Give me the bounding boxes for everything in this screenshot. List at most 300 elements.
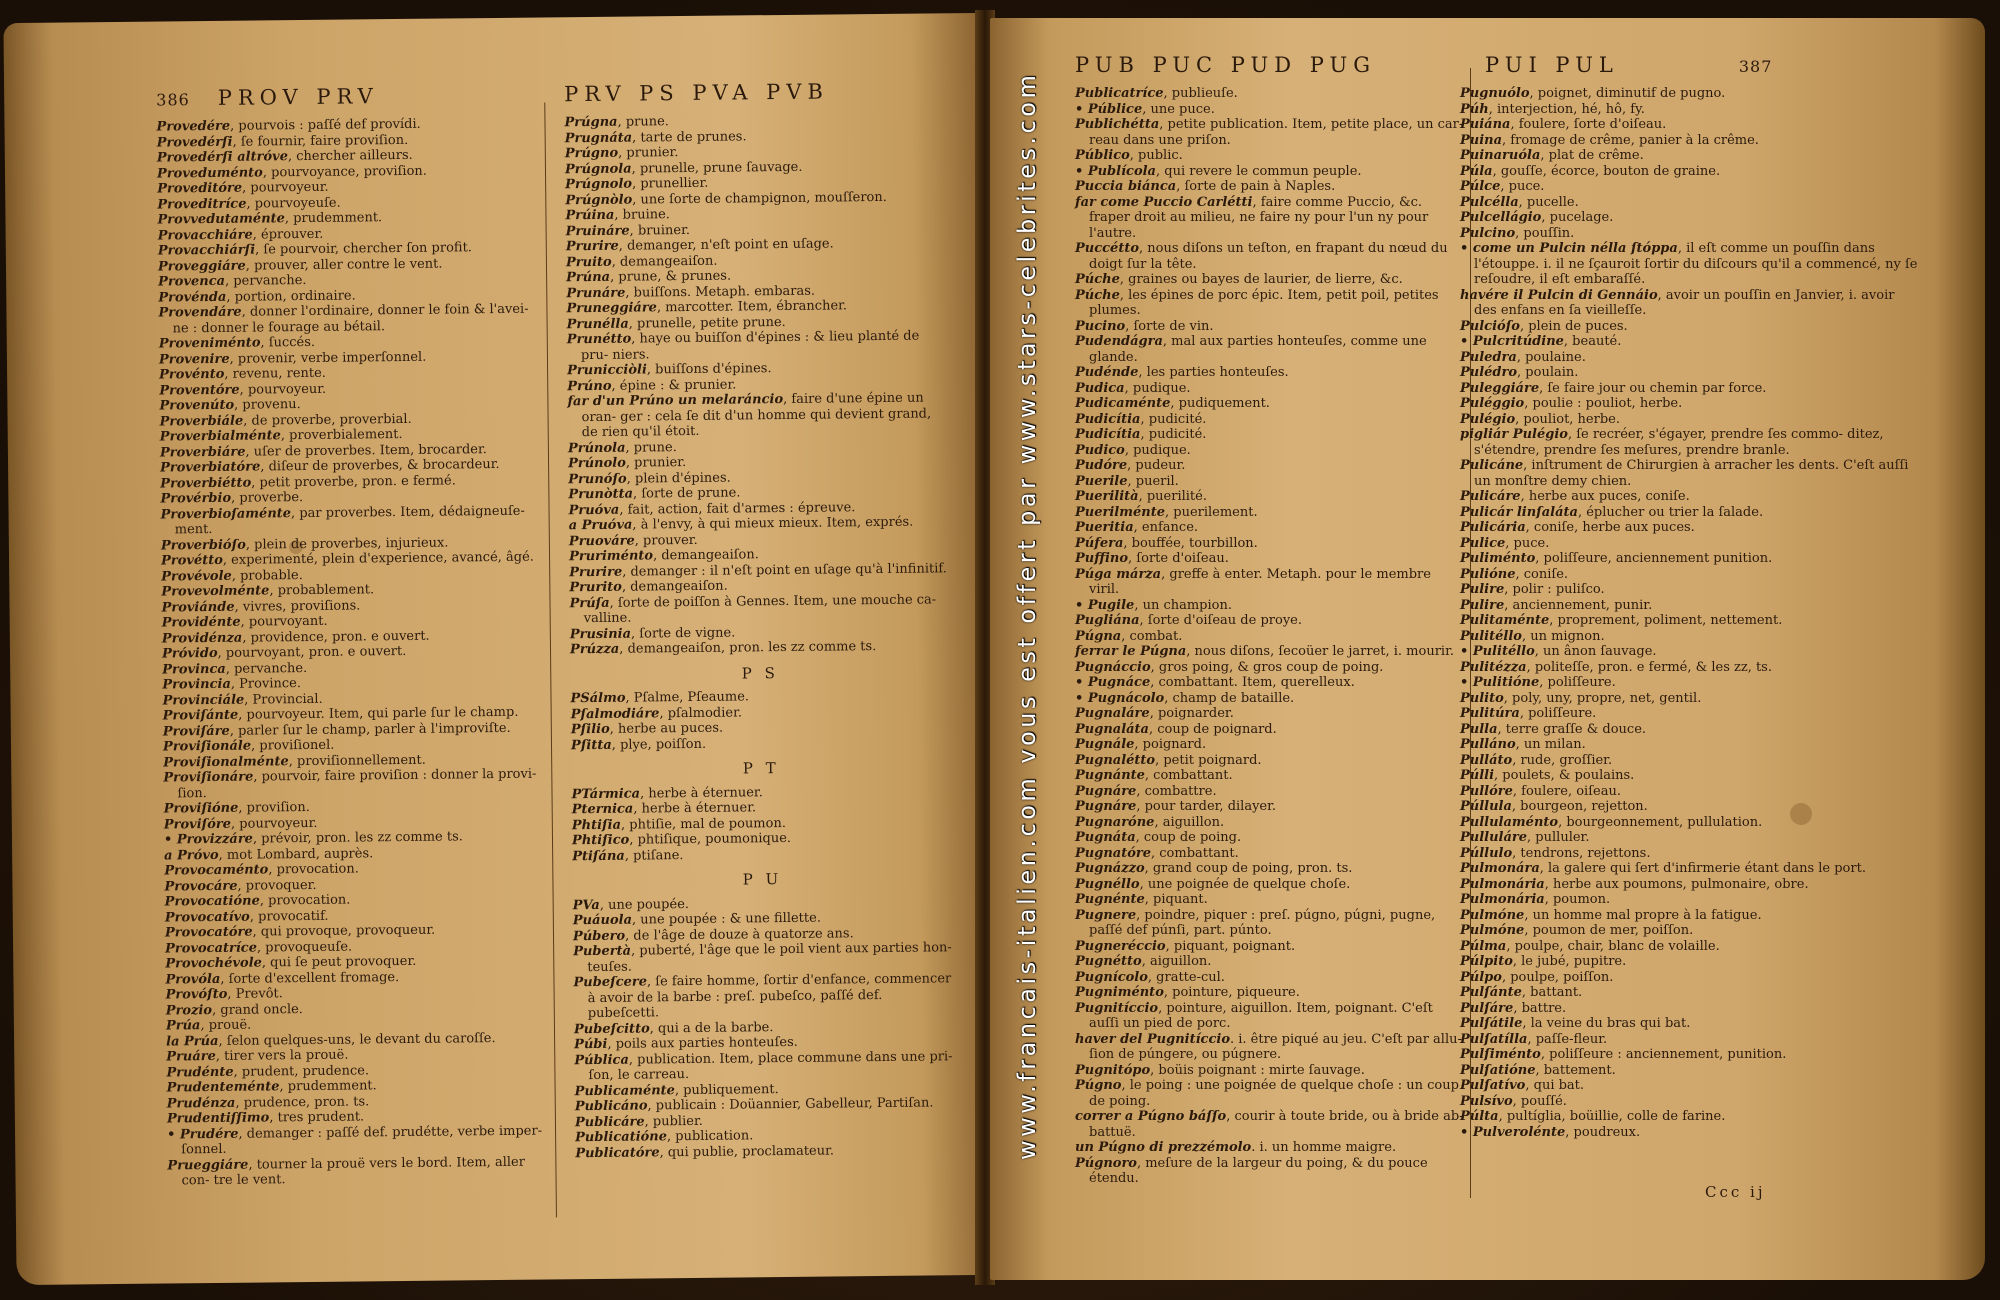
dictionary-entry bbox=[1460, 691, 1920, 707]
definition: , grand coup de poing, pron. ts. bbox=[1144, 861, 1353, 876]
headword: Prudénte bbox=[166, 1064, 234, 1080]
headword: Pugnitópo bbox=[1075, 1062, 1151, 1078]
definition: , plat de crême. bbox=[1540, 148, 1644, 163]
definition: , pſalmodier. bbox=[659, 704, 743, 721]
headword: Prunicciòli bbox=[567, 362, 647, 379]
dictionary-entry bbox=[1075, 908, 1465, 939]
definition: , pudiquement. bbox=[1170, 396, 1270, 411]
headword: Pudénde bbox=[1075, 365, 1139, 380]
headword: Pugneréccio bbox=[1075, 938, 1166, 954]
dictionary-entry bbox=[1075, 815, 1465, 831]
headword: Proviſionáre bbox=[163, 769, 254, 786]
headword: Pulióne bbox=[1460, 566, 1516, 582]
signature-mark: Ccc ij bbox=[1705, 1183, 1766, 1201]
headword: Púga márza bbox=[1075, 566, 1162, 582]
headword: Prúna bbox=[566, 269, 611, 286]
definition: , une poignée de quelque choſe. bbox=[1139, 876, 1351, 892]
headword: • Prudére bbox=[166, 1126, 239, 1142]
definition: , pulluler. bbox=[1527, 830, 1590, 845]
headword: Publicaménte bbox=[574, 1082, 676, 1099]
definition: , interjection, hé, hô, fy. bbox=[1488, 101, 1645, 117]
dictionary-entry bbox=[1460, 195, 1920, 211]
headword: Pulice bbox=[1460, 535, 1506, 551]
definition: , poliſſeure. bbox=[1519, 706, 1597, 721]
dictionary-entry bbox=[1075, 1140, 1465, 1156]
headword: Pugnáre bbox=[1075, 799, 1137, 814]
definition: , proprement, poliment, nettement. bbox=[1549, 613, 1783, 628]
dictionary-entry bbox=[1460, 226, 1920, 242]
definition: , rude, groſſier. bbox=[1512, 752, 1613, 768]
headword: Pulire bbox=[1460, 597, 1505, 613]
definition: , combattant. Item, querelleux. bbox=[1150, 675, 1355, 690]
definition: , tirer vers la prouë. bbox=[215, 1047, 349, 1064]
headword: Pudicaménte bbox=[1075, 396, 1171, 411]
definition: , publier. bbox=[644, 1113, 703, 1129]
definition: , aiguillon. bbox=[1154, 814, 1225, 830]
definition: , buiſſons d'épines. bbox=[646, 361, 772, 378]
headword: Pugnuólo bbox=[1460, 86, 1530, 101]
definition: , pointure, piqueure. bbox=[1163, 985, 1300, 1000]
definition: , pudique. bbox=[1124, 442, 1191, 458]
dictionary-entry bbox=[1460, 768, 1920, 784]
definition: , puce. bbox=[1500, 179, 1545, 194]
headword: Pudicítia bbox=[1075, 411, 1141, 427]
headword: Pugnalétto bbox=[1075, 752, 1156, 768]
definition: , piquant, poignant. bbox=[1165, 938, 1296, 954]
headword: Pugnánte bbox=[1075, 768, 1145, 783]
headword: Pulmonára bbox=[1460, 861, 1540, 876]
definition: , pouſſin. bbox=[1515, 225, 1575, 241]
definition: , ſe recréer, s'égayer, prendre ſes commo- ditez, s'étendre, prendre ſes meſures, prendre branle. bbox=[1474, 427, 1884, 458]
definition: , gouſſe, écorce, bouton de graine. bbox=[1492, 163, 1721, 179]
definition: , greffe à enter. Metaph. pour le membre viril. bbox=[1089, 566, 1431, 597]
headword: Pullulaménto bbox=[1460, 814, 1559, 830]
dictionary-entry bbox=[1460, 458, 1920, 489]
dictionary-entry bbox=[1075, 939, 1465, 955]
headword: Provedére bbox=[156, 118, 231, 135]
running-header: 386 PROV PRV bbox=[156, 84, 379, 110]
dictionary-entry bbox=[1075, 381, 1465, 397]
definition: , poulpe, chair, blanc de volaille. bbox=[1506, 938, 1720, 954]
headword: Proveniménto bbox=[158, 335, 261, 352]
definition: , provenir, verbe imperſonnel. bbox=[229, 349, 427, 367]
definition: , qui bat. bbox=[1525, 1078, 1585, 1093]
definition: , pudicité. bbox=[1140, 411, 1207, 427]
dictionary-entry bbox=[1460, 660, 1920, 676]
headword: Pulluláre bbox=[1460, 830, 1528, 845]
definition: , ſorte d'oiſeau de proye. bbox=[1139, 613, 1302, 628]
headword: • Publícola bbox=[1075, 163, 1156, 179]
headword: PVa bbox=[572, 897, 600, 913]
headword: • Públice bbox=[1075, 101, 1143, 117]
headword: Pulſáre bbox=[1460, 1000, 1514, 1016]
headword: • Pugnáce bbox=[1075, 675, 1151, 690]
definition: , meſure de la largeur du poing, & du pouce étendu. bbox=[1089, 1155, 1428, 1186]
definition: , herbe aux puces, coniſe. bbox=[1520, 489, 1690, 504]
dictionary-entry bbox=[1460, 1125, 1920, 1141]
definition: , combattant. bbox=[1144, 768, 1233, 783]
definition: , experimenté, plein d'experience, avancé, âgé. bbox=[222, 549, 534, 568]
definition: , pouſſé. bbox=[1512, 1093, 1567, 1109]
definition: , ptiſane. bbox=[624, 847, 684, 864]
definition: , beauté. bbox=[1563, 334, 1622, 349]
dictionary-entry bbox=[1075, 892, 1465, 908]
dictionary-entry bbox=[1460, 412, 1920, 428]
definition: , coup de poing. bbox=[1135, 830, 1242, 845]
definition: , proviſionel. bbox=[251, 737, 335, 754]
definition: , inſtrument de Chirurgien à arracher les dents. C'eſt auſſi un monſtre demy chien. bbox=[1474, 458, 1909, 489]
definition: , tres prudent. bbox=[269, 1109, 365, 1126]
dictionary-entry bbox=[1075, 288, 1465, 319]
definition: , provocation. bbox=[259, 892, 351, 909]
headword: Pulſatióne bbox=[1460, 1062, 1536, 1078]
headword: Pulicária bbox=[1460, 520, 1526, 535]
definition: , probable. bbox=[231, 567, 303, 584]
definition: , prune, & prunes. bbox=[609, 268, 732, 285]
definition: . i. être piqué au jeu. C'eſt par allu- ſion de púngere, ou púgnere. bbox=[1089, 1031, 1462, 1062]
definition: , pourvoyance, proviſion. bbox=[262, 163, 427, 180]
dictionary-entry bbox=[1460, 908, 1920, 924]
dictionary-entry bbox=[1460, 334, 1920, 350]
headword: Provedérſi bbox=[156, 134, 233, 151]
dictionary-entry bbox=[1460, 133, 1920, 149]
headword: Púllula bbox=[1460, 799, 1512, 814]
headword: Proverbióſo bbox=[160, 537, 246, 554]
entry-list bbox=[571, 783, 952, 864]
definition: , combattant. bbox=[1151, 845, 1239, 861]
definition: , chercher ailleurs. bbox=[287, 147, 413, 165]
headword: Prurire bbox=[565, 238, 619, 255]
headword: Proviſionalménte bbox=[163, 753, 289, 771]
definition: , aiguillon. bbox=[1141, 954, 1212, 969]
definition: , poignarder. bbox=[1149, 706, 1234, 721]
dictionary-entry bbox=[1075, 954, 1465, 970]
headword: Prunélla bbox=[566, 316, 629, 332]
definition: , une puce. bbox=[1142, 101, 1215, 117]
definition: , prudemment. bbox=[279, 1078, 377, 1095]
headword: • Pugile bbox=[1075, 597, 1135, 613]
dictionary-entry bbox=[1075, 195, 1465, 242]
headword: Puléggio bbox=[1460, 396, 1525, 411]
definition: , prouver, aller contre le vent. bbox=[245, 256, 443, 274]
headword: Pugnaláre bbox=[1075, 706, 1150, 721]
definition: , Prevôt. bbox=[227, 986, 283, 1002]
headword: Provocaménto bbox=[164, 862, 269, 879]
definition: , puberté, l'âge que le poil vient aux parties hon- teuſes. bbox=[587, 940, 952, 975]
headword: Pugliána bbox=[1075, 613, 1140, 628]
definition: , ſe faire jour ou chemin par force. bbox=[1539, 380, 1767, 396]
dictionary-entry bbox=[1075, 489, 1465, 505]
headword: Público bbox=[1075, 148, 1130, 163]
dictionary-entry bbox=[1075, 753, 1465, 769]
headword: Publicatióne bbox=[575, 1129, 668, 1146]
definition: , pultíglia, boüillie, colle de farine. bbox=[1498, 1109, 1726, 1124]
headword: Púlpo bbox=[1460, 969, 1502, 985]
dictionary-entry bbox=[1460, 551, 1920, 567]
headword: Proverbiále bbox=[159, 413, 244, 430]
definition: , combattre. bbox=[1136, 783, 1217, 799]
headword: Provacchiáre bbox=[157, 227, 253, 244]
definition: , Provincial. bbox=[244, 691, 323, 708]
definition: , anciennement, punir. bbox=[1504, 597, 1653, 613]
dictionary-entry bbox=[575, 1142, 955, 1161]
headword: Proviánde bbox=[161, 599, 235, 616]
headword: Pulito bbox=[1460, 690, 1504, 706]
dictionary-entry bbox=[1075, 830, 1465, 846]
definition: , demanger, n'eſt point en uſage. bbox=[618, 236, 834, 254]
dictionary-entry bbox=[572, 845, 952, 864]
dictionary-entry bbox=[1460, 365, 1920, 381]
headword: Pulicáne bbox=[1460, 458, 1524, 473]
definition: , revenu, rente. bbox=[224, 365, 326, 382]
definition: , prudent, prudence. bbox=[233, 1062, 370, 1080]
dictionary-entry bbox=[1460, 1109, 1920, 1125]
headword: Provacchiárſi bbox=[157, 242, 256, 259]
definition: , ſorte de vigne. bbox=[630, 625, 736, 642]
definition: , combat. bbox=[1121, 628, 1183, 644]
headword: Provévole bbox=[161, 568, 232, 585]
dictionary-entry bbox=[1460, 427, 1920, 458]
headword: a Pruóva bbox=[568, 517, 633, 534]
dictionary-entry bbox=[1460, 892, 1920, 908]
headword: ferrar le Púgna bbox=[1075, 644, 1187, 659]
definition: , uſer de proverbes. Item, brocarder. bbox=[245, 441, 487, 460]
headword: Prúa bbox=[165, 1018, 201, 1034]
headword: Púche bbox=[1075, 272, 1120, 287]
headword: Ptiſána bbox=[572, 848, 625, 864]
definition: , pourvoyeur. bbox=[239, 381, 327, 398]
definition: , coniſe. bbox=[1515, 566, 1569, 582]
definition: , pour tarder, dilayer. bbox=[1136, 799, 1277, 814]
headword: Proveduménto bbox=[156, 164, 263, 182]
headword: Puccétto bbox=[1075, 241, 1140, 256]
dictionary-entry bbox=[1460, 815, 1920, 831]
headword: Provocatríce bbox=[165, 940, 258, 956]
headword: Proveggiáre bbox=[157, 258, 246, 275]
headword: Pulcino bbox=[1460, 225, 1516, 241]
headword: Pudicítia bbox=[1075, 427, 1141, 442]
headword: Prúno bbox=[567, 378, 612, 394]
definition: , prouë. bbox=[200, 1017, 252, 1034]
definition: , prudemment. bbox=[284, 210, 383, 227]
definition: , publiquement. bbox=[674, 1081, 779, 1098]
headword: Prúgna bbox=[564, 114, 618, 131]
dictionary-entry bbox=[1075, 1032, 1465, 1063]
headword: Prunòtta bbox=[568, 486, 634, 503]
dictionary-entry bbox=[1460, 799, 1920, 815]
definition: , pudicité. bbox=[1140, 427, 1207, 442]
dictionary-entry bbox=[1460, 241, 1920, 288]
headword: Puerilità bbox=[1075, 489, 1139, 504]
definition: , phtiſique, poumonique. bbox=[629, 830, 792, 848]
entry-list bbox=[564, 111, 950, 657]
definition: , la veine du bras qui bat. bbox=[1522, 1016, 1691, 1031]
right-column-2 bbox=[1460, 53, 1920, 1140]
dictionary-entry bbox=[1075, 272, 1465, 288]
left-column-2 bbox=[564, 79, 955, 1161]
dictionary-entry bbox=[1460, 644, 1920, 660]
definition: , poudreux. bbox=[1565, 1124, 1641, 1140]
definition: , tarte de prunes. bbox=[632, 128, 747, 146]
right-column-1 bbox=[1075, 53, 1465, 1187]
definition: , prune. bbox=[625, 439, 677, 456]
definition: , ſelon quelques-uns, le devant du caroſſe. bbox=[218, 1030, 496, 1049]
headword: Pugnáta bbox=[1075, 830, 1136, 845]
dictionary-entry bbox=[1460, 164, 1920, 180]
definition: , marcotter. Item, ébrancher. bbox=[656, 298, 848, 316]
headword: Phtiſico bbox=[571, 832, 630, 849]
dictionary-entry bbox=[1075, 784, 1465, 800]
headword: Provóla bbox=[165, 971, 221, 987]
dictionary-entry bbox=[1460, 923, 1920, 939]
headword: Puledra bbox=[1460, 349, 1517, 365]
dictionary-entry bbox=[1075, 877, 1465, 893]
definition: , un ânon ſauvage. bbox=[1534, 644, 1657, 659]
headword: Providénte bbox=[161, 614, 241, 631]
dictionary-entry bbox=[167, 1123, 547, 1158]
dictionary-entry bbox=[1075, 706, 1465, 722]
dictionary-entry bbox=[1075, 598, 1465, 614]
definition: , pervanche. bbox=[224, 272, 307, 289]
headword: Proviſáre bbox=[162, 723, 230, 740]
headword: • Pulcritúdine bbox=[1460, 334, 1564, 349]
running-header: PUI PUL 387 bbox=[1485, 53, 1773, 77]
dictionary-entry bbox=[1075, 102, 1465, 118]
definition: , fromage de crême, panier à la crême. bbox=[1502, 132, 1759, 148]
headword: Prueggiáre bbox=[167, 1157, 249, 1173]
definition: , qui publie, proclamateur. bbox=[659, 1143, 835, 1160]
definition: , à l'envy, à qui mieux mieux. Item, exprés. bbox=[632, 514, 914, 533]
definition: , ſorte de prune. bbox=[632, 485, 741, 502]
dictionary-entry bbox=[1460, 489, 1920, 505]
definition: , champ de bataille. bbox=[1164, 690, 1295, 706]
definition: , publicain : Doüannier, Gabelleur, Partiſan. bbox=[647, 1095, 934, 1114]
dictionary-entry bbox=[1460, 582, 1920, 598]
headword: Pternica bbox=[571, 801, 634, 818]
dictionary-entry bbox=[1460, 1001, 1920, 1017]
dictionary-entry bbox=[569, 592, 949, 627]
definition: , la galere qui ſert d'infirmerie étant dans le port. bbox=[1539, 861, 1866, 876]
definition: , éprouver. bbox=[252, 226, 324, 243]
dictionary-entry bbox=[1460, 846, 1920, 862]
headword: Pubertà bbox=[573, 943, 632, 960]
headword: Pulcélla bbox=[1460, 194, 1519, 210]
definition: , poliſſeure, anciennement punition. bbox=[1535, 551, 1773, 566]
headword: Prunáre bbox=[566, 285, 626, 301]
dictionary-entry bbox=[1075, 427, 1465, 443]
definition: , donner l'ordinaire, donner le foin & l'avei- ne : donner le fourage au bétail. bbox=[172, 301, 529, 336]
headword: Provochévole bbox=[165, 955, 262, 972]
dictionary-entry bbox=[1075, 737, 1465, 753]
definition: , prouver. bbox=[634, 532, 698, 549]
headword: la Prúa bbox=[166, 1033, 219, 1049]
dictionary-entry bbox=[1460, 117, 1920, 133]
definition: , publication. Item, place commune dans une pri- ſon, le carreau. bbox=[588, 1048, 953, 1084]
definition: , une poupée. bbox=[599, 896, 690, 913]
definition: , parler ſur le champ, parler à l'improviſte. bbox=[229, 720, 511, 739]
dictionary-entry bbox=[1460, 148, 1920, 164]
headword: Provóſto bbox=[165, 986, 228, 1003]
headword: Púgna bbox=[1075, 628, 1122, 644]
dictionary-entry bbox=[1460, 939, 1920, 955]
headword: Pulſánte bbox=[1460, 985, 1522, 1000]
dictionary-entry bbox=[1460, 102, 1920, 118]
headword: PSálmo bbox=[570, 690, 626, 707]
definition: , pudeur. bbox=[1127, 458, 1186, 473]
dictionary-entry bbox=[1075, 629, 1465, 645]
definition: , prunier. bbox=[625, 455, 687, 471]
dictionary-entry bbox=[1075, 675, 1465, 691]
dictionary-entry bbox=[1075, 861, 1465, 877]
headword: Púbi bbox=[574, 1036, 608, 1053]
definition: , ſorte d'oiſeau. bbox=[1128, 551, 1229, 566]
headword: Publicatríce bbox=[1075, 86, 1164, 101]
definition: , les parties honteuſes. bbox=[1138, 365, 1289, 380]
dictionary-entry bbox=[1075, 536, 1465, 552]
definition: , nous diſons un teſton, en frapant du nœud du doigt ſur la tête. bbox=[1089, 241, 1448, 272]
dictionary-entry bbox=[1460, 598, 1920, 614]
headword: Púllulo bbox=[1460, 845, 1513, 861]
headword: Púlta bbox=[1460, 1109, 1499, 1124]
definition: , battement. bbox=[1535, 1062, 1616, 1078]
definition: , le poing : une poignée de quelque choſe : un coup de poing. bbox=[1089, 1078, 1459, 1109]
headword: Pruáre bbox=[166, 1048, 216, 1065]
definition: , proverbe. bbox=[231, 490, 304, 506]
dictionary-entry bbox=[1460, 722, 1920, 738]
definition: , plein de proverbes, injurieux. bbox=[245, 535, 449, 553]
definition: , poumon. bbox=[1544, 892, 1611, 907]
headword: pigliár Pulégio bbox=[1460, 427, 1568, 442]
definition: , prudence, pron. ts. bbox=[235, 1093, 370, 1111]
headword: Pugnále bbox=[1075, 737, 1135, 752]
definition: , Pſalme, Pſeaume. bbox=[625, 689, 750, 706]
headword: Pugnénte bbox=[1075, 892, 1145, 907]
dictionary-entry bbox=[1075, 86, 1465, 102]
headword: Pugnitíccio bbox=[1075, 1000, 1159, 1016]
headword: Prusinia bbox=[569, 626, 632, 642]
headword: Provevolménte bbox=[161, 583, 270, 600]
dictionary-entry bbox=[1075, 396, 1465, 412]
dictionary-entry bbox=[1460, 381, 1920, 397]
dictionary-entry bbox=[1075, 365, 1465, 381]
running-header: PRV PS PVA PVB bbox=[564, 79, 829, 107]
definition: , faire d'une épine un oran- ger : cela ſe dit d'un homme qui devient grand, de rien qu'il étoit. bbox=[581, 390, 932, 441]
headword: Pulicáre bbox=[1460, 489, 1521, 504]
right-page bbox=[990, 18, 1985, 1280]
definition: , un champion. bbox=[1134, 597, 1232, 613]
headword: Proverbiétto bbox=[160, 475, 252, 492]
headword: Proviſóre bbox=[163, 816, 232, 833]
headword: Pugnere bbox=[1075, 907, 1137, 923]
definition: , fait, action, fait d'armes : épreuve. bbox=[619, 499, 856, 518]
headword: Pulcióſo bbox=[1460, 318, 1520, 334]
dictionary-entry bbox=[567, 328, 947, 363]
definition: . i. un homme maigre. bbox=[1251, 1140, 1397, 1155]
definition: , puerilité. bbox=[1138, 489, 1207, 504]
definition: , demanger : il n'eſt point en uſage qu'à l'infinitif. bbox=[622, 560, 947, 580]
definition: , ſe faire homme, ſortir d'enfance, commencer à avoir de la barbe : preſ. pubeſco, paſſé def. pubeſcetti. bbox=[587, 971, 952, 1022]
entry-list bbox=[156, 116, 547, 1189]
definition: , Province. bbox=[230, 676, 302, 692]
headword: Púbero bbox=[572, 928, 626, 944]
headword: Prúgnolo bbox=[565, 176, 633, 193]
definition: , herbe à éternuer. bbox=[633, 800, 757, 817]
headword: Puffino bbox=[1075, 551, 1129, 566]
headword: Pullóre bbox=[1460, 783, 1513, 799]
dictionary-entry bbox=[167, 1154, 547, 1189]
definition: , foulere, ſorte d'oiſeau. bbox=[1510, 117, 1667, 132]
definition: , portion, ordinaire. bbox=[226, 287, 356, 305]
